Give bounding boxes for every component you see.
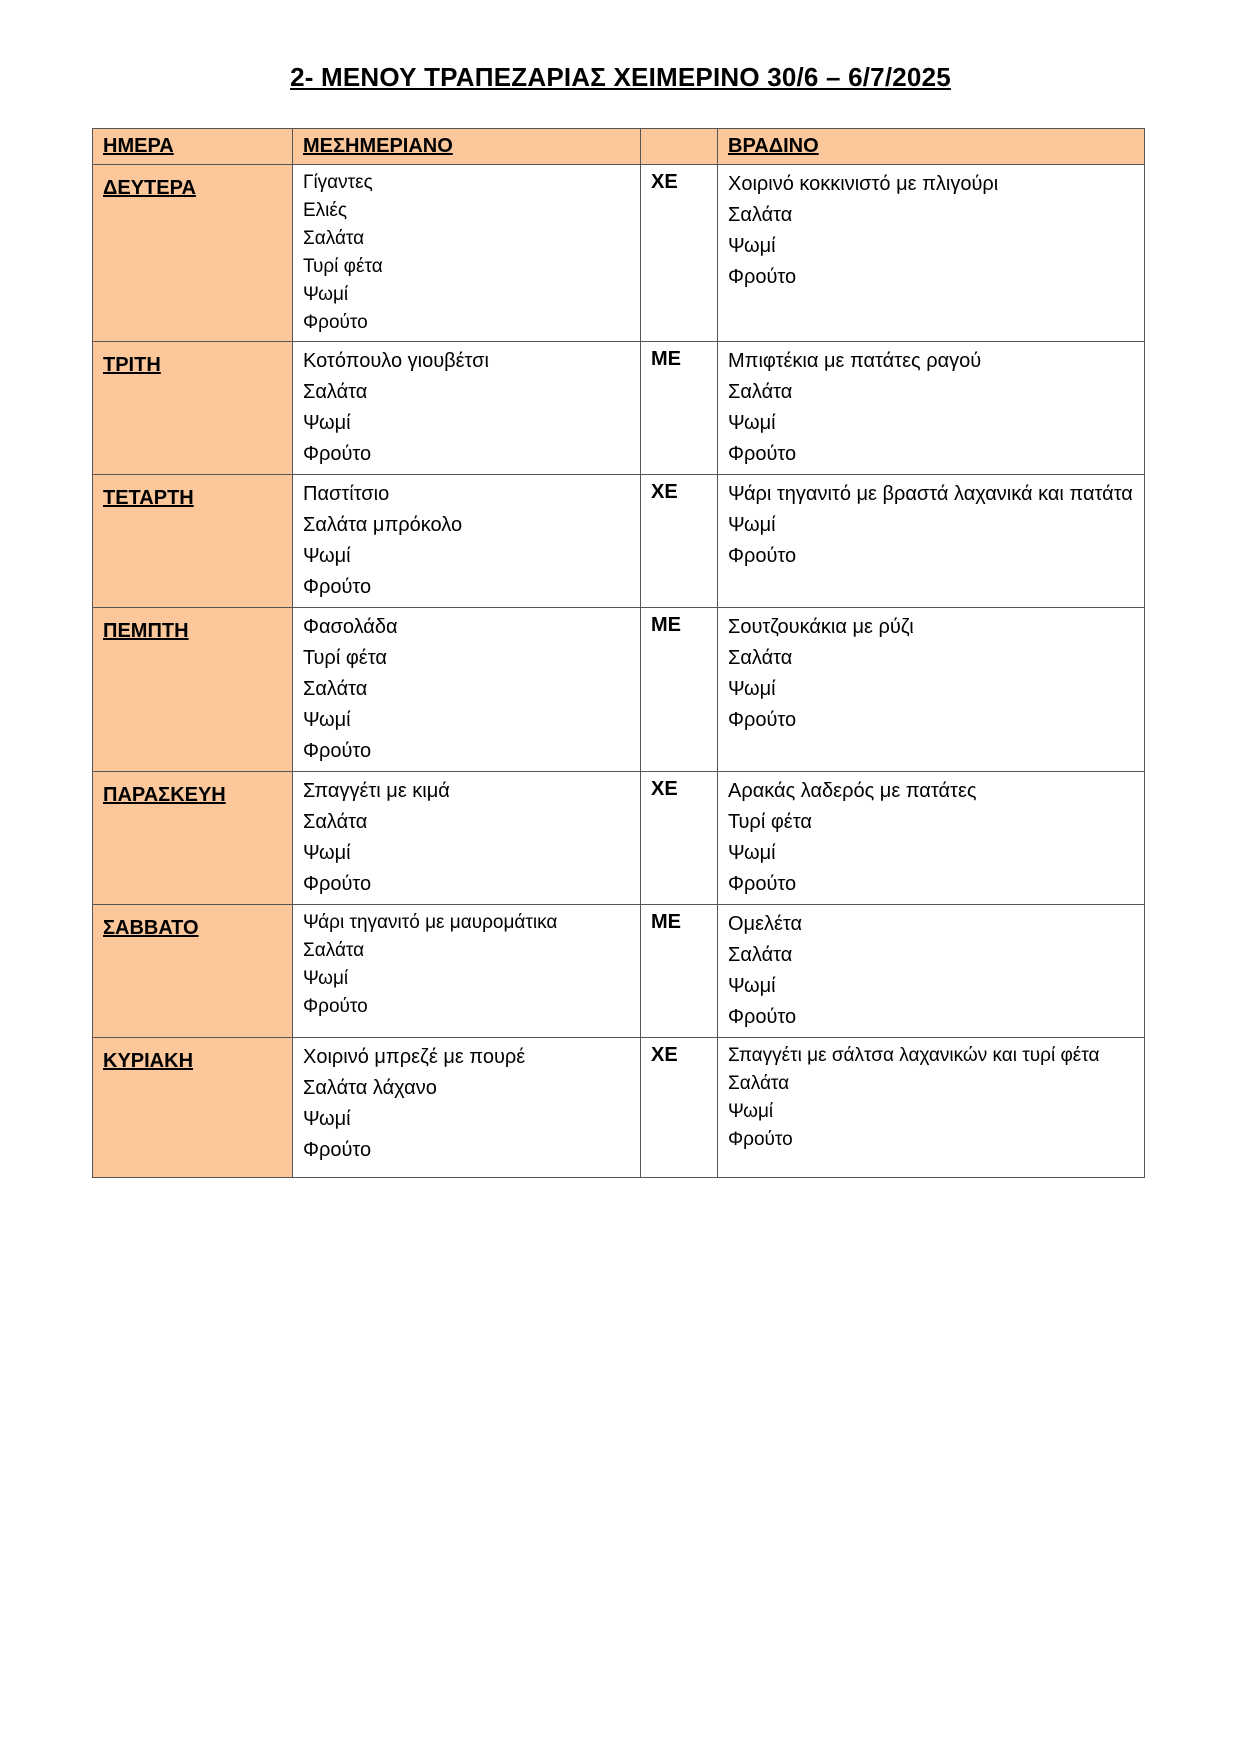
lunch-item: Ψωμί bbox=[303, 1108, 351, 1130]
lunch-item: Φρούτο bbox=[303, 873, 372, 895]
lunch-cell bbox=[293, 772, 641, 905]
dinner-item: Φρούτο bbox=[728, 443, 797, 465]
dinner-item: Φρούτο bbox=[728, 1006, 797, 1028]
day-cell: ΔΕΥΤΕΡΑ bbox=[93, 165, 293, 342]
lunch-cell bbox=[293, 1038, 641, 1178]
code-cell: ΜΕ bbox=[641, 342, 718, 475]
lunch-item: Φρούτο bbox=[303, 443, 372, 465]
lunch-item: Φρούτο bbox=[303, 312, 368, 333]
dinner-item: Ψωμί bbox=[728, 514, 776, 536]
dinner-item: Αρακάς λαδερός με πατάτες bbox=[728, 780, 977, 802]
lunch-item: Κοτόπουλο γιουβέτσι bbox=[303, 350, 489, 372]
lunch-item: Σαλάτα bbox=[303, 940, 365, 961]
lunch-cell bbox=[293, 342, 641, 475]
lunch-item: Σαλάτα bbox=[303, 228, 365, 249]
code-cell: ΜΕ bbox=[641, 608, 718, 772]
dinner-cell bbox=[718, 475, 1145, 608]
code-cell: ΧΕ bbox=[641, 772, 718, 905]
dinner-item: Ψωμί bbox=[728, 1101, 774, 1122]
header-lunch: ΜΕΣΗΜΕΡΙΑΝΟ bbox=[293, 129, 641, 165]
dinner-item: Φρούτο bbox=[728, 873, 797, 895]
dinner-item: Ψωμί bbox=[728, 842, 776, 864]
header-dinner: ΒΡΑΔΙΝΟ bbox=[718, 129, 1145, 165]
dinner-item: Χοιρινό κοκκινιστό με πλιγούρι bbox=[728, 173, 999, 195]
dinner-item: Σπαγγέτι με σάλτσα λαχανικών και τυρί φέτα bbox=[728, 1045, 1100, 1066]
day-cell: ΠΕΜΠΤΗ bbox=[93, 608, 293, 772]
dinner-item: Τυρί φέτα bbox=[728, 811, 812, 833]
day-cell: ΚΥΡΙΑΚΗ bbox=[93, 1038, 293, 1178]
lunch-item: Φρούτο bbox=[303, 1139, 372, 1161]
lunch-item: Ψάρι τηγανιτό με μαυρομάτικα bbox=[303, 912, 558, 933]
lunch-item: Σπαγγέτι με κιμά bbox=[303, 780, 450, 802]
dinner-item: Φρούτο bbox=[728, 1129, 793, 1150]
dinner-cell bbox=[718, 342, 1145, 475]
dinner-cell bbox=[718, 772, 1145, 905]
header-day: ΗΜΕΡΑ bbox=[93, 129, 293, 165]
lunch-item: Ψωμί bbox=[303, 412, 351, 434]
code-cell: ΧΕ bbox=[641, 165, 718, 342]
lunch-item: Φρούτο bbox=[303, 740, 372, 762]
lunch-item: Ψωμί bbox=[303, 842, 351, 864]
lunch-item: Φρούτο bbox=[303, 996, 368, 1017]
lunch-cell bbox=[293, 475, 641, 608]
lunch-item: Φρούτο bbox=[303, 576, 372, 598]
table-row bbox=[93, 772, 1145, 905]
table-row bbox=[93, 342, 1145, 475]
lunch-cell bbox=[293, 905, 641, 1038]
lunch-item: Φασολάδα bbox=[303, 616, 398, 638]
dinner-item: Σαλάτα bbox=[728, 204, 793, 226]
dinner-cell bbox=[718, 1038, 1145, 1178]
menu-table bbox=[92, 128, 1145, 1178]
lunch-item: Σαλάτα bbox=[303, 678, 368, 700]
table-row bbox=[93, 608, 1145, 772]
dinner-item: Σαλάτα bbox=[728, 944, 793, 966]
table-row bbox=[93, 165, 1145, 342]
dinner-item: Φρούτο bbox=[728, 266, 797, 288]
lunch-cell bbox=[293, 608, 641, 772]
lunch-item: Ψωμί bbox=[303, 284, 349, 305]
dinner-item: Ψωμί bbox=[728, 412, 776, 434]
dinner-cell bbox=[718, 165, 1145, 342]
lunch-item: Τυρί φέτα bbox=[303, 256, 383, 277]
lunch-item: Σαλάτα bbox=[303, 811, 368, 833]
dinner-item: Σαλάτα bbox=[728, 647, 793, 669]
dinner-item: Φρούτο bbox=[728, 709, 797, 731]
dinner-cell bbox=[718, 905, 1145, 1038]
day-cell: ΠΑΡΑΣΚΕΥΗ bbox=[93, 772, 293, 905]
lunch-item: Σαλάτα μπρόκολο bbox=[303, 514, 463, 536]
dinner-item: Φρούτο bbox=[728, 545, 797, 567]
lunch-item: Παστίτσιο bbox=[303, 483, 390, 505]
dinner-item: Ψωμί bbox=[728, 235, 776, 257]
lunch-item: Ψωμί bbox=[303, 709, 351, 731]
page-title: 2- ΜΕΝΟΥ ΤΡΑΠΕΖΑΡΙΑΣ ΧΕΙΜΕΡΙΝΟ 30/6 – 6/7/2025 bbox=[290, 62, 951, 92]
lunch-item: Ψωμί bbox=[303, 968, 349, 989]
header-row bbox=[93, 129, 1145, 165]
lunch-item: Σαλάτα λάχανο bbox=[303, 1077, 437, 1099]
lunch-item: Χοιρινό μπρεζέ με πουρέ bbox=[303, 1046, 526, 1068]
dinner-item: Ψωμί bbox=[728, 678, 776, 700]
day-cell: ΤΡΙΤΗ bbox=[93, 342, 293, 475]
lunch-item: Γίγαντες bbox=[303, 172, 373, 193]
dinner-item: Ψάρι τηγανιτό με βραστά λαχανικά και πατάτα bbox=[728, 483, 1133, 505]
dinner-item: Σαλάτα bbox=[728, 1073, 790, 1094]
header-code bbox=[641, 129, 718, 165]
code-cell: ΧΕ bbox=[641, 475, 718, 608]
lunch-item: Ελιές bbox=[303, 200, 348, 221]
lunch-item: Τυρί φέτα bbox=[303, 647, 387, 669]
dinner-item: Ομελέτα bbox=[728, 913, 803, 935]
dinner-item: Μπιφτέκια με πατάτες ραγού bbox=[728, 350, 982, 372]
table-row bbox=[93, 1038, 1145, 1178]
code-cell: ΧΕ bbox=[641, 1038, 718, 1178]
day-cell: ΤΕΤΑΡΤΗ bbox=[93, 475, 293, 608]
dinner-cell bbox=[718, 608, 1145, 772]
day-cell: ΣΑΒΒΑΤΟ bbox=[93, 905, 293, 1038]
lunch-cell bbox=[293, 165, 641, 342]
table-row bbox=[93, 905, 1145, 1038]
lunch-item: Σαλάτα bbox=[303, 381, 368, 403]
dinner-item: Σουτζουκάκια με ρύζι bbox=[728, 616, 914, 638]
dinner-item: Σαλάτα bbox=[728, 381, 793, 403]
lunch-item: Ψωμί bbox=[303, 545, 351, 567]
code-cell: ΜΕ bbox=[641, 905, 718, 1038]
table-row bbox=[93, 475, 1145, 608]
dinner-item: Ψωμί bbox=[728, 975, 776, 997]
